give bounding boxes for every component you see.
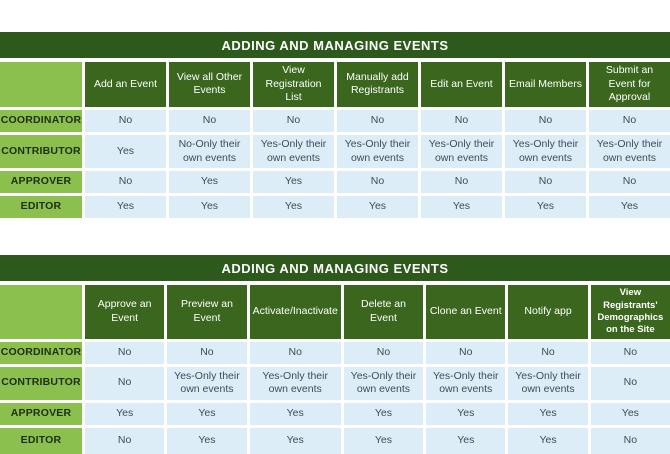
table-cell: No (167, 342, 246, 364)
table-cell: No (589, 171, 670, 193)
table-cell: No (426, 342, 505, 364)
column-header-cell: View Registration List (253, 62, 334, 107)
table-cell: No (344, 342, 423, 364)
table-cell: Yes (508, 403, 587, 425)
column-header-cell: Preview an Event (167, 285, 246, 338)
table-cell: Yes (85, 403, 164, 425)
table-cell: Yes-Only their own events (344, 367, 423, 400)
row-label-coordinator: COORDINATOR (0, 342, 82, 364)
table-2-title: ADDING AND MANAGING EVENTS (0, 255, 670, 281)
column-header-cell: Edit an Event (421, 62, 502, 107)
corner-cell (0, 285, 82, 338)
table-cell: Yes (591, 403, 670, 425)
column-header-cell: Email Members (505, 62, 586, 107)
table-cell: No (253, 110, 334, 132)
table-cell: Yes-Only their own events (253, 135, 334, 168)
table-cell: Yes (589, 196, 670, 218)
row-label-approver: APPROVER (0, 171, 82, 193)
table-cell: Yes (505, 196, 586, 218)
column-header-cell: Manually add Registrants (337, 62, 418, 107)
table-cell: Yes-Only their own events (421, 135, 502, 168)
table-cell: No-Only their own events (169, 135, 250, 168)
table-cell: Yes (337, 196, 418, 218)
table-cell: Yes (253, 171, 334, 193)
column-header-cell: Activate/Inactivate (250, 285, 341, 338)
table-cell: No (505, 171, 586, 193)
table-cell: Yes (426, 428, 505, 454)
column-header-cell: Add an Event (85, 62, 166, 107)
row-label-contributor: CONTRIBUTOR (0, 367, 82, 400)
table-cell: Yes-Only their own events (508, 367, 587, 400)
table-cell: No (591, 342, 670, 364)
table-cell: Yes-Only their own events (589, 135, 670, 168)
table-cell: No (169, 110, 250, 132)
table-cell: Yes (253, 196, 334, 218)
table-cell: Yes (421, 196, 502, 218)
events-permissions-table-2 (0, 255, 670, 454)
table-1-grid (0, 62, 670, 218)
table-cell: No (85, 342, 164, 364)
table-cell: Yes (85, 135, 166, 168)
table-cell: Yes-Only their own events (505, 135, 586, 168)
table-cell: Yes (169, 171, 250, 193)
table-cell: Yes (426, 403, 505, 425)
table-cell: Yes (167, 403, 246, 425)
column-header-cell: Approve an Event (85, 285, 164, 338)
table-cell: No (337, 171, 418, 193)
column-header-cell: Submit an Event for Approval (589, 62, 670, 107)
table-cell: No (85, 367, 164, 400)
table-cell: No (591, 428, 670, 454)
table-cell: Yes (85, 196, 166, 218)
row-label-contributor: CONTRIBUTOR (0, 135, 82, 168)
table-cell: Yes (344, 403, 423, 425)
table-cell: No (505, 110, 586, 132)
column-header-cell: Delete an Event (344, 285, 423, 338)
row-label-editor: EDITOR (0, 196, 82, 218)
table-cell: No (589, 110, 670, 132)
column-header-cell: Clone an Event (426, 285, 505, 338)
table-cell: No (337, 110, 418, 132)
row-label-coordinator: COORDINATOR (0, 110, 82, 132)
table-cell: Yes-Only their own events (167, 367, 246, 400)
table-cell: Yes (344, 428, 423, 454)
table-cell: Yes (250, 403, 341, 425)
table-cell: No (591, 367, 670, 400)
table-cell: Yes (167, 428, 246, 454)
column-header-cell: View Registrants' Demographics on the Site (591, 285, 670, 338)
table-cell: Yes-Only their own events (250, 367, 341, 400)
events-permissions-table-1 (0, 32, 670, 218)
table-cell: No (85, 110, 166, 132)
table-cell: No (508, 342, 587, 364)
table-cell: No (85, 428, 164, 454)
table-2-grid (0, 285, 670, 454)
table-cell: No (250, 342, 341, 364)
table-cell: Yes-Only their own events (426, 367, 505, 400)
table-1-title: ADDING AND MANAGING EVENTS (0, 32, 670, 58)
table-cell: Yes-Only their own events (337, 135, 418, 168)
table-cell: Yes (169, 196, 250, 218)
column-header-cell: View all Other Events (169, 62, 250, 107)
table-cell: No (85, 171, 166, 193)
row-label-editor: EDITOR (0, 428, 82, 454)
table-cell: Yes (250, 428, 341, 454)
corner-cell (0, 62, 82, 107)
row-label-approver: APPROVER (0, 403, 82, 425)
table-cell: No (421, 171, 502, 193)
table-cell: Yes (508, 428, 587, 454)
table-cell: No (421, 110, 502, 132)
column-header-cell: Notify app (508, 285, 587, 338)
